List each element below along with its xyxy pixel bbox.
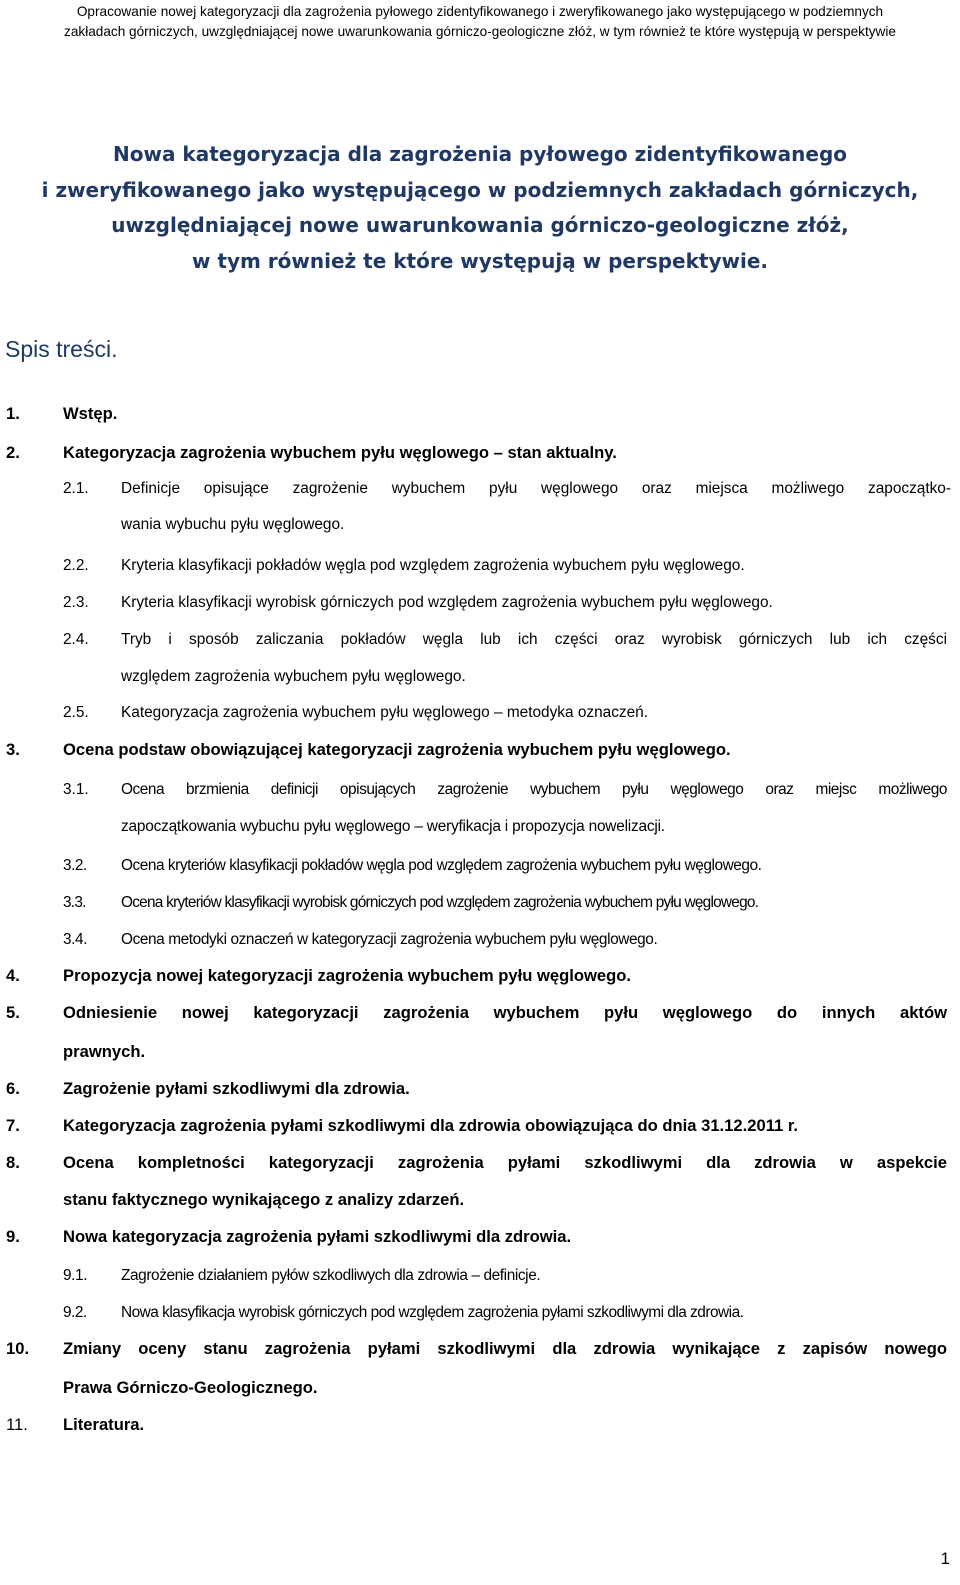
toc-entry-title: Zagrożenie działaniem pyłów szkodliwych dla zdrowia – definicje. — [121, 1267, 541, 1284]
toc-entry-number: 3.4. — [63, 931, 88, 948]
title-line-3: uwzględniającej nowe uwarunkowania górniczo-geologiczne złóż, — [111, 213, 849, 237]
toc-entry-title-cont: stanu faktycznego wynikającego z analizy zdarzeń. — [63, 1190, 465, 1209]
toc-entry-title: Tryb i sposób zaliczania pokładów węgla lub ich części oraz wyrobisk górniczych lub ich części — [121, 631, 947, 648]
toc-entry-number: 9.1. — [63, 1267, 88, 1284]
toc-entry-title: Nowa kategoryzacja zagrożenia pyłami szkodliwymi dla zdrowia. — [63, 1227, 572, 1246]
toc-entry-title: Kategoryzacja zagrożenia pyłami szkodliwymi dla zdrowia obowiązująca do dnia 31.12.2011 r. — [63, 1116, 798, 1135]
toc-entry-title: Kryteria klasyfikacji wyrobisk górniczych pod względem zagrożenia wybuchem pyłu węglowego. — [121, 594, 773, 611]
toc-entry-title-cont: zapoczątkowania wybuchu pyłu węglowego – weryfikacja i propozycja nowelizacji. — [121, 818, 665, 835]
toc-entry-title: Zagrożenie pyłami szkodliwymi dla zdrowia. — [63, 1079, 410, 1098]
running-header-line-2: zakładach górniczych, uwzględniającej nowe uwarunkowania górniczo-geologiczne złóż, w tym również te które występują w perspektywie — [64, 24, 896, 39]
toc-entry-title: Definicje opisujące zagrożenie wybuchem pyłu węglowego oraz miejsca możliwego zapoczątko- — [121, 480, 951, 497]
title-line-2: i zweryfikowanego jako występującego w podziemnych zakładach górniczych, — [41, 177, 919, 202]
toc-entry-title: Kategoryzacja zagrożenia wybuchem pyłu węglowego – metodyka oznaczeń. — [121, 704, 649, 721]
title-line-4: w tym również te które występują w perspektywie. — [191, 248, 769, 273]
running-header — [0, 2, 960, 42]
toc-entry-title: Kategoryzacja zagrożenia wybuchem pyłu węglowego – stan aktualny. — [63, 443, 617, 462]
toc-entry-number: 2.5. — [63, 704, 89, 721]
toc-entry-title: Ocena kryteriów klasyfikacji wyrobisk górniczych pod względem zagrożenia wybuchem pyłu węglowego. — [121, 894, 759, 911]
toc-entry-title: Zmiany oceny stanu zagrożenia pyłami szkodliwymi dla zdrowia wynikające z zapisów nowego — [63, 1339, 947, 1358]
page-number: 1 — [940, 1549, 950, 1568]
toc-entry-number: 3.2. — [63, 857, 87, 874]
document-title — [0, 137, 960, 279]
toc-entry-title: Nowa klasyfikacja wyrobisk górniczych pod względem zagrożenia pyłami szkodliwymi dla zdrowia. — [121, 1304, 744, 1321]
running-header-line-1: Opracowanie nowej kategoryzacji dla zagrożenia pyłowego zidentyfikowanego i zweryfikowanego jako występującego w podziemnych — [76, 4, 884, 19]
toc-heading: Spis treści. — [5, 336, 118, 362]
toc-entry-number: 2.2. — [63, 557, 89, 574]
toc-entry-number: 9. — [6, 1227, 20, 1246]
toc-entry-number: 4. — [6, 966, 20, 985]
toc-entry-number: 8. — [6, 1153, 20, 1172]
toc-entry-title: Ocena kryteriów klasyfikacji pokładów węgla pod względem zagrożenia wybuchem pyłu węglowego. — [121, 857, 762, 874]
toc-entry-number: 2. — [6, 443, 20, 462]
toc-entry-number: 9.2. — [63, 1304, 87, 1321]
toc-entry-number: 3.1. — [63, 781, 89, 798]
toc-entry-title: Propozycja nowej kategoryzacji zagrożenia wybuchem pyłu węglowego. — [63, 966, 632, 985]
toc-entry-title-cont: Prawa Górniczo-Geologicznego. — [63, 1378, 318, 1397]
toc-entry-title: Wstęp. — [63, 404, 118, 423]
toc-entry-title: Odniesienie nowej kategoryzacji zagrożenia wybuchem pyłu węglowego do innych aktów — [63, 1003, 947, 1022]
toc-entry-number: 11. — [6, 1415, 28, 1434]
toc-entry-title: Kryteria klasyfikacji pokładów węgla pod względem zagrożenia wybuchem pyłu węglowego. — [121, 557, 745, 574]
toc-entry-number: 5. — [6, 1003, 20, 1022]
toc-entry-title: Literatura. — [63, 1415, 145, 1434]
toc-entry-number: 2.1. — [63, 480, 89, 497]
toc-entry-number: 2.4. — [63, 631, 89, 648]
title-line-1: Nowa kategoryzacja dla zagrożenia pyłowego zidentyfikowanego — [113, 142, 847, 166]
toc-entry-number: 3. — [6, 740, 20, 759]
toc-entry-number: 7. — [6, 1116, 20, 1135]
toc-entry-number: 2.3. — [63, 594, 89, 611]
toc-entry-number: 1. — [6, 404, 20, 423]
toc-entry-number: 10. — [6, 1339, 30, 1358]
toc-entry-title: Ocena kompletności kategoryzacji zagrożenia pyłami szkodliwymi dla zdrowia w aspekcie — [63, 1153, 947, 1172]
toc-entry-title-cont: wania wybuchu pyłu węglowego. — [121, 516, 345, 533]
toc-entry-title: Ocena metodyki oznaczeń w kategoryzacji zagrożenia wybuchem pyłu węglowego. — [121, 931, 658, 948]
toc-entry-title: Ocena podstaw obowiązującej kategoryzacji zagrożenia wybuchem pyłu węglowego. — [63, 740, 731, 759]
toc-entry-number: 6. — [6, 1079, 20, 1098]
toc-entry-number: 3.3. — [63, 894, 86, 911]
toc-entry-title: Ocena brzmienia definicji opisujących zagrożenie wybuchem pyłu węglowego oraz miejsc możliwego — [121, 781, 947, 798]
toc-entry-title-cont: prawnych. — [63, 1042, 146, 1061]
toc-entry-title-cont: względem zagrożenia wybuchem pyłu węglowego. — [121, 668, 466, 685]
